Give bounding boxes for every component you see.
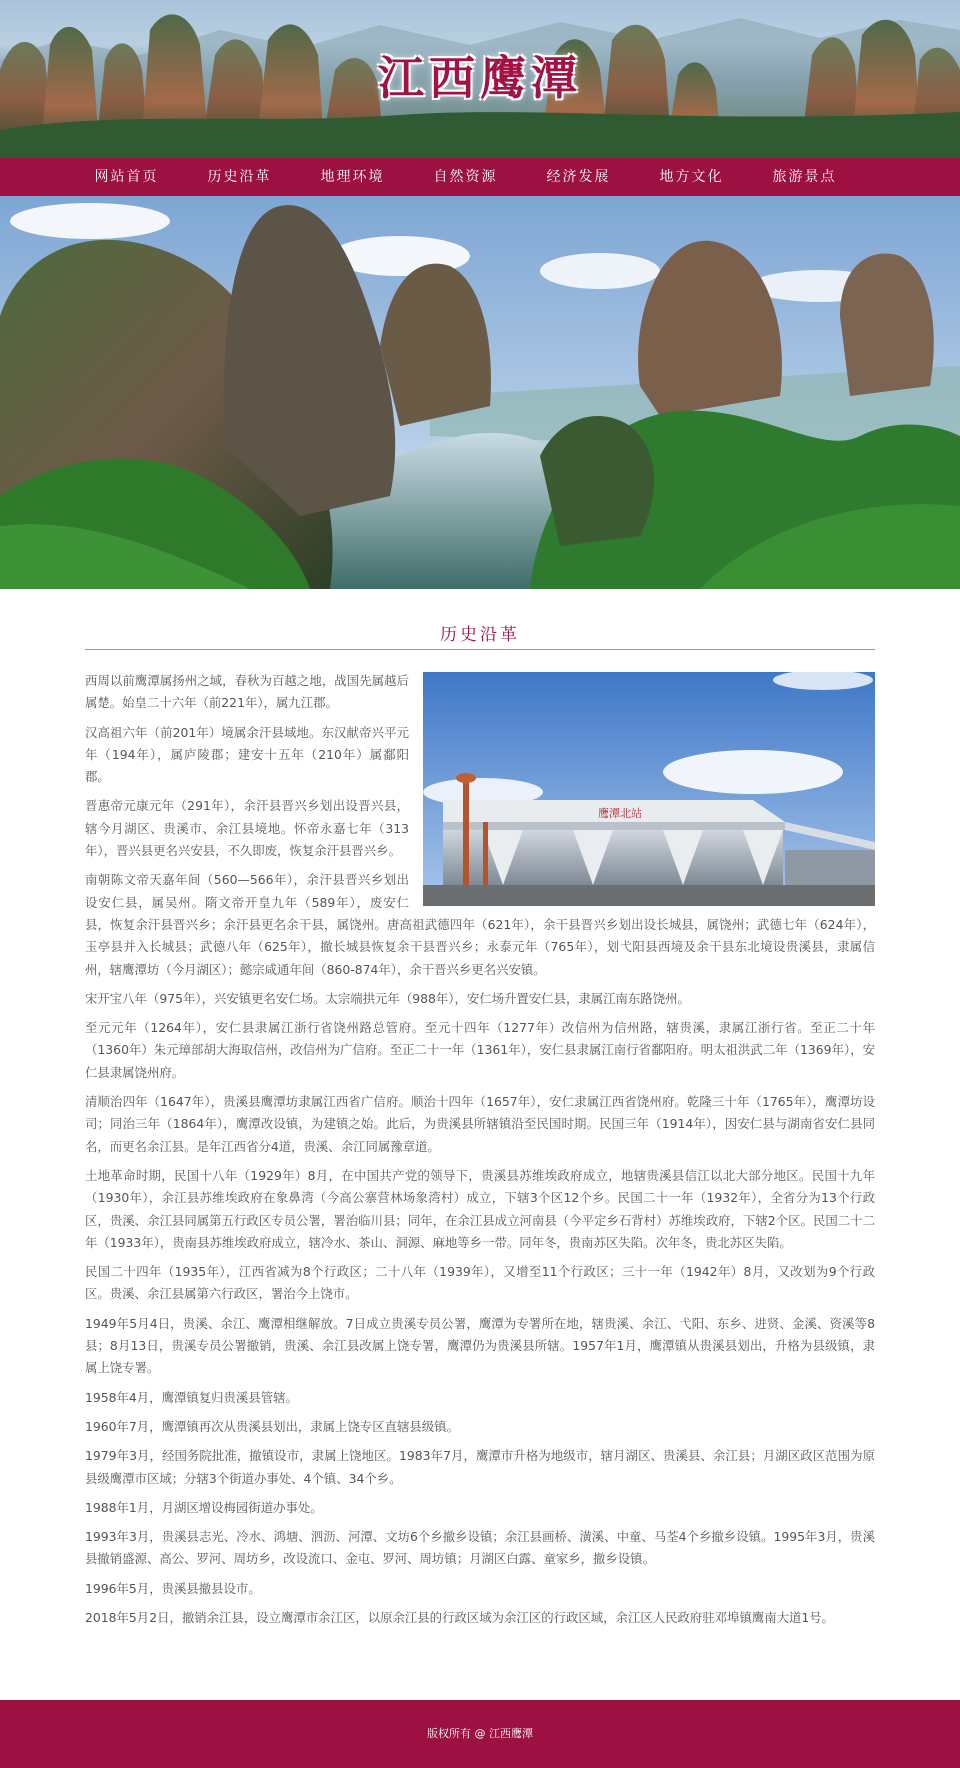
article-content xyxy=(85,670,875,1636)
nav-item-geography[interactable]: 地理环境 xyxy=(320,169,385,185)
site-title: 江西鹰潭 xyxy=(378,51,582,105)
history-paragraph: 民国二十四年（1935年），江西省减为8个行政区；二十八年（1939年），又增至11个行政区；三十一年（1942年）8月，又改划为9个行政区。贵溪、余江县属第六行政区，署治今上饶市。 xyxy=(85,1264,875,1302)
nav-item-culture[interactable]: 地方文化 xyxy=(659,169,724,185)
railway-station-photo xyxy=(423,672,875,906)
history-paragraph: 至元元年（1264年），安仁县隶属江浙行省饶州路总管府。至元十四年（1277年）改信州为信州路，辖贵溪，隶属江浙行省。至正二十年（1360年）朱元璋部胡大海取信州，改信州为广信府。至正二十一年（1361年），安仁县隶属江南行省鄱阳府。明太祖洪武二年（1369年），安仁县隶属饶州府。 xyxy=(85,1020,875,1080)
nav-item-economy[interactable]: 经济发展 xyxy=(546,169,611,185)
history-paragraph: 西周以前鹰潭属扬州之域，春秋为百越之地，战国先属越后属楚。始皇二十六年（前221年），属九江郡。 xyxy=(85,673,409,711)
header-banner xyxy=(0,0,960,158)
history-paragraph: 1993年3月，贵溪县志光、冷水、鸿塘、泗沥、河潭、文坊6个乡撤乡设镇；余江县画桥、潢溪、中童、马荃4个乡撤乡设镇。1995年3月，贵溪县撤销盛源、高公、罗河、周坊乡，改设流口、金屯、罗河、周坊镇；月湖区白露、童家乡，撤乡设镇。 xyxy=(85,1529,875,1567)
history-paragraph: 汉高祖六年（前201年）境属余汗县域地。东汉献帝兴平元年（194年），属庐陵郡；建安十五年（210年）属鄱阳郡。 xyxy=(85,724,409,785)
nav-item-tourism[interactable]: 旅游景点 xyxy=(772,169,837,185)
history-paragraph: 南朝陈文帝天嘉年间（560—566年），余汗县晋兴乡划出设安仁县，属吴州。隋文帝开皇九年（589年），废安仁县，恢复余汗县晋兴乡；余汗县更名余干县，属饶州。唐高祖武德四年（621年），余干县晋兴乡划出设长城县，属饶州；武德七年（624年），玉亭县并入长城县；武德八年（625年），撤长城县恢复余干县晋兴乡；永泰元年（765年），划弋阳县西境及余干县东北境设贵溪县，隶属信州，辖鹰潭坊（今月湖区）；懿宗咸通年间（860-874年），余干晋兴乡更名兴安镇。 xyxy=(85,872,875,977)
history-paragraph: 1960年7月，鹰潭镇再次从贵溪县划出，隶属上饶专区直辖县级镇。 xyxy=(85,1418,459,1434)
history-paragraph: 1949年5月4日，贵溪、余江、鹰潭相继解放。7日成立贵溪专员公署，鹰潭为专署所在地，辖贵溪、余江、弋阳、东乡、进贤、金溪、资溪等8县；8月13日，贵溪专员公署撤销，贵溪、余江县改属上饶专署，鹰潭仍为贵溪县所辖。1957年1月，鹰潭镇从贵溪县划出，升格为县级镇，隶属上饶专署。 xyxy=(85,1315,875,1376)
history-paragraph: 2018年5月2日，撤销余江县，设立鹰潭市余江区，以原余江县的行政区域为余江区的行政区域，余江区人民政府驻邓埠镇鹰南大道1号。 xyxy=(85,1609,835,1625)
hero-landscape-image xyxy=(0,196,960,589)
page-footer xyxy=(0,1700,960,1768)
history-paragraph: 1996年5月，贵溪县撤县设市。 xyxy=(85,1580,261,1596)
nav-item-history[interactable]: 历史沿革 xyxy=(207,169,272,185)
history-paragraph: 宋开宝八年（975年），兴安镇更名安仁场。太宗端拱元年（988年），安仁场升置安仁县，隶属江南东路饶州。 xyxy=(85,990,690,1006)
section-title: 历史沿革 xyxy=(440,625,520,645)
nav-item-home[interactable]: 网站首页 xyxy=(94,169,159,185)
section-divider xyxy=(85,649,875,650)
history-paragraph: 1979年3月，经国务院批准，撤镇设市，隶属上饶地区。1983年7月，鹰潭市升格为地级市，辖月湖区、贵溪县、余江县；月湖区政区范围为原县级鹰潭市区域；分辖3个街道办事处、4个镇、34个乡。 xyxy=(85,1448,875,1486)
nav-item-resources[interactable]: 自然资源 xyxy=(433,169,498,185)
history-paragraph: 清顺治四年（1647年），贵溪县鹰潭坊隶属江西省广信府。顺治十四年（1657年），安仁隶属江西省饶州府。乾隆三十年（1765年），鹰潭坊设司；同治三年（1864年），鹰潭改设镇，为建镇之始。此后，为贵溪县所辖镇沿至民国时期。民国三年（1914年），因安仁县与湖南省安仁县同名，而更名余江县。是年江西省分4道，贵溪、余江同属豫章道。 xyxy=(85,1094,875,1154)
history-paragraph: 晋惠帝元康元年（291年），余汗县晋兴乡划出设晋兴县，辖今月湖区、贵溪市、余江县境地。怀帝永嘉七年（313年），晋兴县更名兴安县，不久即废，恢复余汗县晋兴乡。 xyxy=(85,798,409,859)
station-sign-text: 鹰潭北站 xyxy=(598,807,642,820)
copyright-text: 版权所有 @ 江西鹰潭 xyxy=(427,1727,533,1740)
history-paragraph: 土地革命时期，民国十八年（1929年）8月，在中国共产党的领导下，贵溪县苏维埃政府成立，地辖贵溪县信江以北大部分地区。民国十九年（1930年），余江县苏维埃政府在象鼻湾（今高公寨营林场象湾村）成立，下辖3个区12个乡。民国二十一年（1932年），全省分为13个行政区，贵溪、余江县同属第五行政区专员公署，署治临川县；同年，在余江县成立河南县（今平定乡石背村）苏维埃政府，下辖2个区。民国二十二年（1933年），贵南县苏维埃政府成立，辖冷水、茶山、洞源、麻地等乡一带。同年冬，贵南苏区失陷。次年冬，贵北苏区失陷。 xyxy=(85,1167,875,1250)
main-nav xyxy=(0,158,960,196)
history-paragraph: 1958年4月，鹰潭镇复归贵溪县管辖。 xyxy=(85,1389,298,1405)
history-paragraph: 1988年1月，月湖区增设梅园街道办事处。 xyxy=(85,1499,323,1515)
